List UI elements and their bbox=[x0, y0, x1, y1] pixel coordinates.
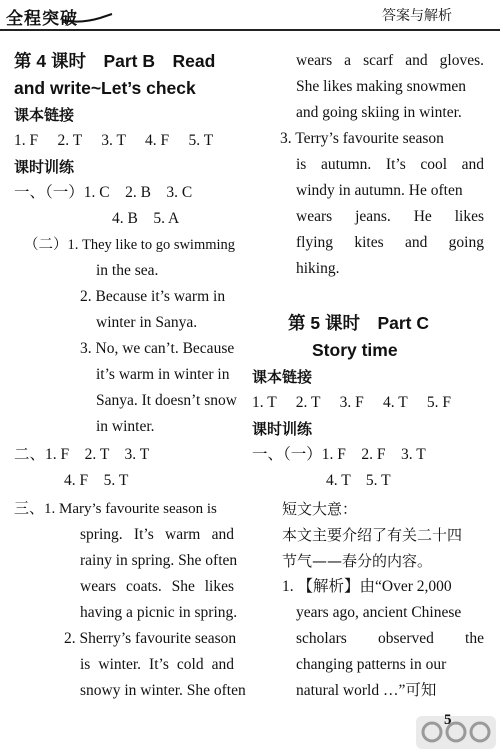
answer-line: （二）1. They like to go swimming bbox=[24, 237, 236, 253]
answer-line: spring. It’s warm and bbox=[80, 526, 234, 543]
answer-line: windy in autumn. He often bbox=[296, 182, 463, 199]
answer-line: rainy in spring. She often bbox=[80, 552, 238, 569]
summary-label: 短文大意： bbox=[282, 500, 358, 518]
answer-line: winter in Sanya. bbox=[96, 314, 198, 331]
header-divider bbox=[0, 29, 500, 31]
answer-line: 2. Sherry’s favourite season bbox=[64, 630, 237, 647]
answer-line: Sanya. It doesn’t snow bbox=[96, 392, 237, 409]
answer-line: and going skiing in winter. bbox=[296, 104, 462, 121]
page-number: 5 bbox=[444, 712, 452, 728]
answer-line: it’s warm in winter in bbox=[96, 366, 230, 383]
summary-text: 本文主要介绍了有关二十四 bbox=[282, 526, 463, 544]
answer-line: in the sea. bbox=[96, 262, 159, 279]
section-heading: 课本链接 bbox=[14, 106, 75, 124]
page-header bbox=[0, 0, 500, 30]
answer-line: 3. No, we can’t. Because bbox=[80, 340, 235, 357]
answer-line: 二、1. F 2. T 3. T bbox=[14, 446, 150, 463]
answer-line: 1. F 2. T 3. T 4. F 5. T bbox=[14, 132, 214, 149]
answer-line: 4. B 5. A bbox=[112, 210, 180, 227]
section-heading: 课本链接 bbox=[252, 368, 313, 386]
answer-line: changing patterns in our bbox=[296, 656, 447, 673]
answer-line: 4. F 5. T bbox=[64, 472, 129, 489]
answer-line: hiking. bbox=[296, 260, 340, 277]
answer-line: 1. 【解析】由“Over 2,000 bbox=[282, 578, 452, 595]
answer-line: is winter. It’s cold and bbox=[80, 656, 234, 673]
brand-swoosh-icon bbox=[60, 10, 114, 24]
answer-line: She likes making snowmen bbox=[296, 78, 467, 95]
lesson-title-cont: and write~Let’s check bbox=[14, 78, 196, 98]
answer-line: in winter. bbox=[96, 418, 155, 435]
lesson-title-cont: Story time bbox=[312, 340, 398, 360]
lesson-title: 第 5 课时 Part C bbox=[288, 313, 429, 333]
answer-line: 三、1. Mary’s favourite season is bbox=[14, 501, 217, 517]
brand-logo: 全程突破 bbox=[6, 9, 78, 29]
answer-line: 1. T 2. T 3. F 4. T 5. F bbox=[252, 394, 451, 411]
answer-line: scholars observed the bbox=[296, 630, 484, 647]
answer-line: flying kites and going bbox=[296, 234, 484, 251]
answer-line: years ago, ancient Chinese bbox=[296, 604, 462, 621]
answer-line: having a picnic in spring. bbox=[80, 604, 238, 621]
section-heading: 课时训练 bbox=[14, 158, 75, 176]
answer-line: 2. Because it’s warm in bbox=[80, 288, 226, 305]
answer-line: 4. T 5. T bbox=[326, 472, 391, 489]
answer-line: is autumn. It’s cool and bbox=[296, 156, 484, 173]
answer-line: snowy in winter. She often bbox=[80, 682, 246, 699]
answer-line: 一、（一）1. F 2. F 3. T bbox=[252, 446, 426, 463]
watermark-logo-icon bbox=[412, 712, 500, 753]
section-heading: 课时训练 bbox=[252, 420, 313, 438]
lesson-title: 第 4 课时 Part B Read bbox=[14, 51, 216, 71]
section-title: 答案与解析 bbox=[382, 8, 452, 24]
answer-line: 一、（一）1. C 2. B 3. C bbox=[14, 184, 193, 201]
answer-line: natural world …”可知 bbox=[296, 682, 437, 699]
answer-line: wears coats. She likes bbox=[80, 578, 234, 595]
summary-text: 节气——春分的内容。 bbox=[282, 552, 433, 570]
answer-line: wears jeans. He likes bbox=[296, 208, 484, 225]
answer-line: wears a scarf and gloves. bbox=[296, 52, 484, 69]
answer-line: 3. Terry’s favourite season bbox=[280, 130, 444, 147]
